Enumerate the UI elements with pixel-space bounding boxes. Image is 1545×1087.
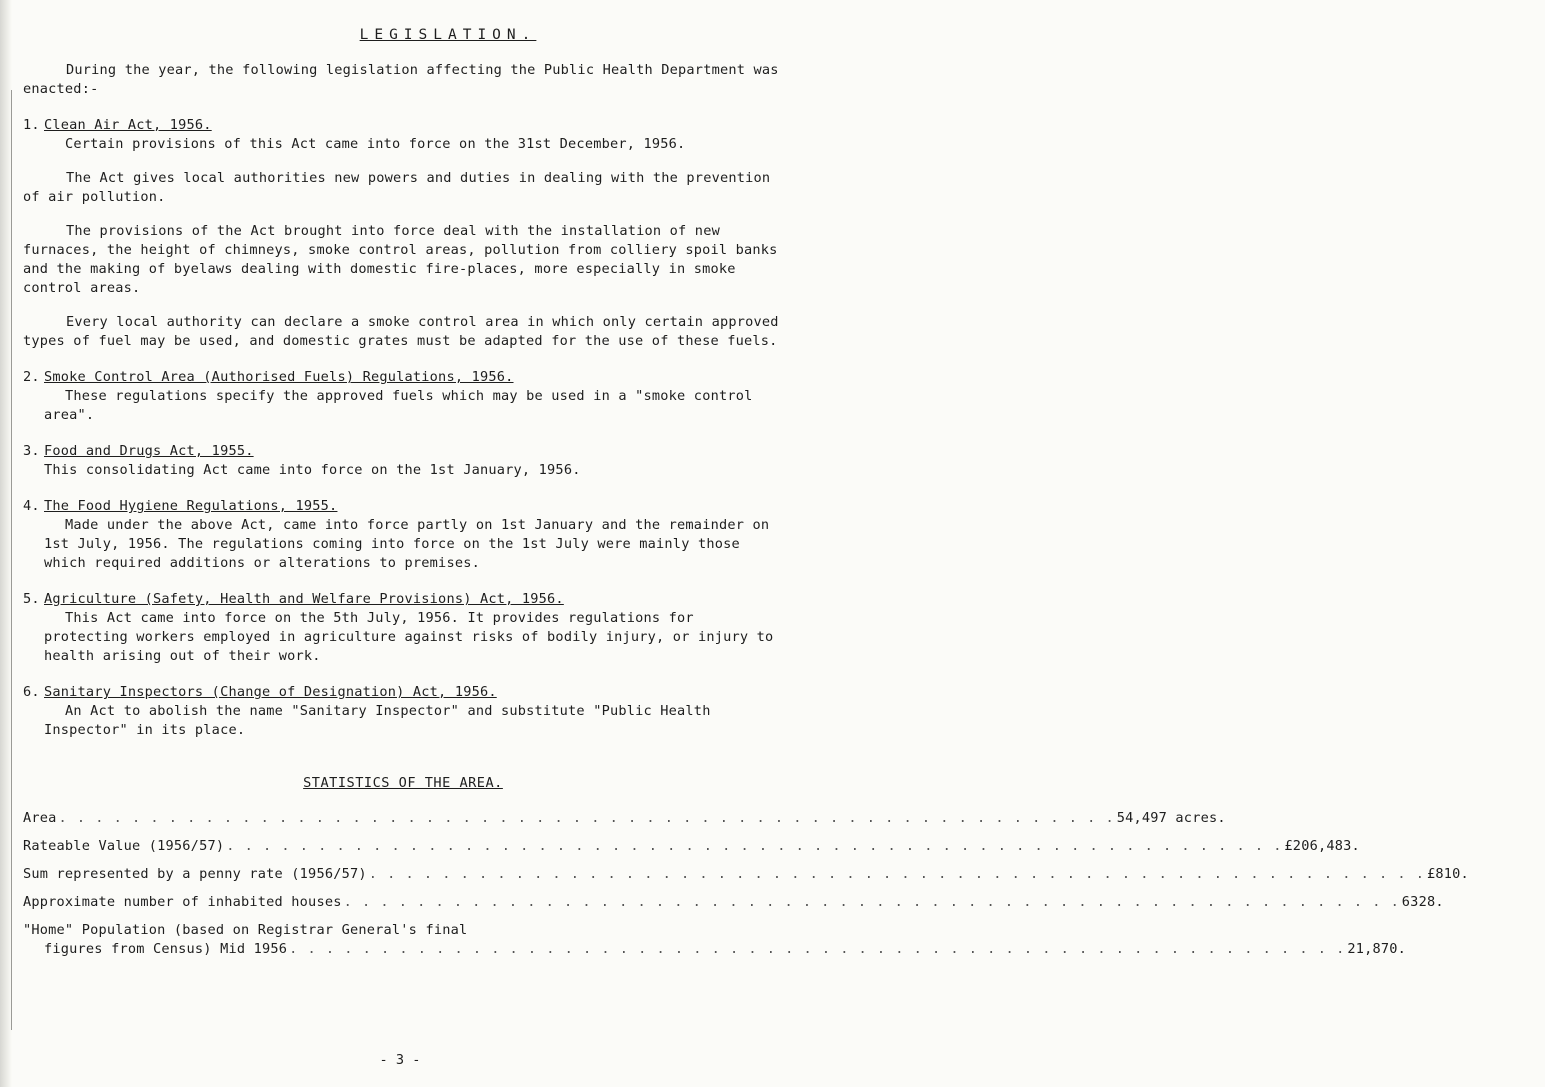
legislation-item bbox=[23, 368, 783, 425]
statistic-label: Rateable Value (1956/57) bbox=[23, 838, 225, 854]
item-paragraph: An Act to abolish the name "Sanitary Inspector" and substitute "Public Health Inspector" in its place. bbox=[44, 703, 711, 738]
legislation-item-head bbox=[23, 116, 783, 135]
item-heading: Agriculture (Safety, Health and Welfare Provisions) Act, 1956. bbox=[44, 591, 564, 607]
statistics-row bbox=[23, 893, 1444, 912]
item-number: 6. bbox=[23, 684, 40, 700]
item-number: 5. bbox=[23, 591, 40, 607]
statistic-label: Approximate number of inhabited houses bbox=[23, 894, 342, 910]
statistic-value: £206,483. bbox=[1284, 838, 1360, 854]
statistic-value: 6328. bbox=[1401, 894, 1444, 910]
statistics-row bbox=[23, 837, 1360, 856]
legislation-item bbox=[23, 590, 783, 666]
item-paragraph: This consolidating Act came into force on the 1st January, 1956. bbox=[44, 462, 581, 478]
statistic-label: "Home" Population (based on Registrar General's final bbox=[23, 922, 468, 938]
statistics-row bbox=[23, 809, 1226, 828]
legislation-item bbox=[23, 497, 783, 573]
item-paragraph: The Act gives local authorities new powers and duties in dealing with the prevention of air pollution. bbox=[23, 170, 771, 205]
document-page bbox=[23, 26, 1469, 968]
dot-leader: . . . . . . . . . . . . . . . . . . . . . . . . . . . . . . . . . . . . . . . . . . . . . . . . . . . . . . . . . . bbox=[58, 810, 1115, 826]
legislation-item-head bbox=[23, 442, 783, 461]
legislation-item-head bbox=[23, 368, 783, 387]
page-title: LEGISLATION. bbox=[359, 27, 537, 43]
item-paragraph: These regulations specify the approved fuels which may be used in a "smoke control area". bbox=[44, 388, 753, 423]
legislation-item bbox=[23, 442, 783, 480]
dot-leader: . . . . . . . . . . . . . . . . . . . . . . . . . . . . . . . . . . . . . . . . . . . . . . . . . . . . . . . . . . bbox=[226, 838, 1283, 854]
item-heading: Food and Drugs Act, 1955. bbox=[44, 443, 254, 459]
legislation-item-head bbox=[23, 497, 783, 516]
page-number: - 3 - bbox=[379, 1052, 421, 1068]
statistic-value: 21,870. bbox=[1347, 941, 1407, 957]
item-number: 1. bbox=[23, 117, 40, 133]
legislation-item bbox=[23, 683, 783, 740]
item-paragraph: Every local authority can declare a smoke control area in which only certain approved types of fuel may be used, and domestic grates must be adapted for the use of these fuels. bbox=[23, 314, 779, 349]
statistics-heading: STATISTICS OF THE AREA. bbox=[303, 775, 503, 791]
statistics-table bbox=[23, 809, 1469, 959]
intro-paragraph: During the year, the following legislation affecting the Public Health Department was enacted:- bbox=[23, 62, 779, 97]
legislation-item bbox=[23, 116, 783, 351]
dot-leader: . . . . . . . . . . . . . . . . . . . . . . . . . . . . . . . . . . . . . . . . . . . . . . . . . . . . . . . . . . bbox=[368, 866, 1425, 882]
statistic-line bbox=[23, 940, 1407, 959]
item-number: 3. bbox=[23, 443, 40, 459]
statistic-label-continued: figures from Census) Mid 1956 bbox=[44, 941, 288, 957]
item-paragraph: The provisions of the Act brought into force deal with the installation of new furnaces, the height of chimneys, smoke control areas, pollution from colliery spoil banks and the making of byelaws dealing with domestic fire-places, more especially in smoke control areas. bbox=[23, 223, 778, 296]
item-heading: The Food Hygiene Regulations, 1955. bbox=[44, 498, 338, 514]
statistic-value: £810. bbox=[1426, 866, 1469, 882]
page-binding-line bbox=[11, 90, 12, 1030]
item-heading: Sanitary Inspectors (Change of Designation) Act, 1956. bbox=[44, 684, 497, 700]
statistic-label: Area bbox=[23, 810, 57, 826]
item-paragraph: Certain provisions of this Act came into force on the 31st December, 1956. bbox=[65, 136, 686, 152]
statistic-value: 54,497 acres. bbox=[1116, 810, 1226, 826]
item-paragraph: This Act came into force on the 5th July, 1956. It provides regulations for protecting workers employed in agriculture against risks of bodily injury, or injury to health arising out of their work. bbox=[44, 610, 774, 664]
item-heading: Clean Air Act, 1956. bbox=[44, 117, 212, 133]
legislation-item-head bbox=[23, 590, 783, 609]
legislation-item-head bbox=[23, 683, 783, 702]
item-heading: Smoke Control Area (Authorised Fuels) Regulations, 1956. bbox=[44, 369, 514, 385]
statistics-row bbox=[23, 865, 1469, 884]
item-number: 2. bbox=[23, 369, 40, 385]
item-number: 4. bbox=[23, 498, 40, 514]
dot-leader: . . . . . . . . . . . . . . . . . . . . . . . . . . . . . . . . . . . . . . . . . . . . . . . . . . . . . . . . . . bbox=[343, 894, 1400, 910]
dot-leader: . . . . . . . . . . . . . . . . . . . . . . . . . . . . . . . . . . . . . . . . . . . . . . . . . . . . . . . . . . bbox=[289, 941, 1346, 957]
item-paragraph: Made under the above Act, came into force partly on 1st January and the remainder on 1st July, 1956. The regulations coming into force on the 1st July were mainly those which required additions or alterations to premises. bbox=[44, 517, 770, 571]
statistics-row-population bbox=[23, 921, 1407, 959]
statistic-label: Sum represented by a penny rate (1956/57) bbox=[23, 866, 367, 882]
